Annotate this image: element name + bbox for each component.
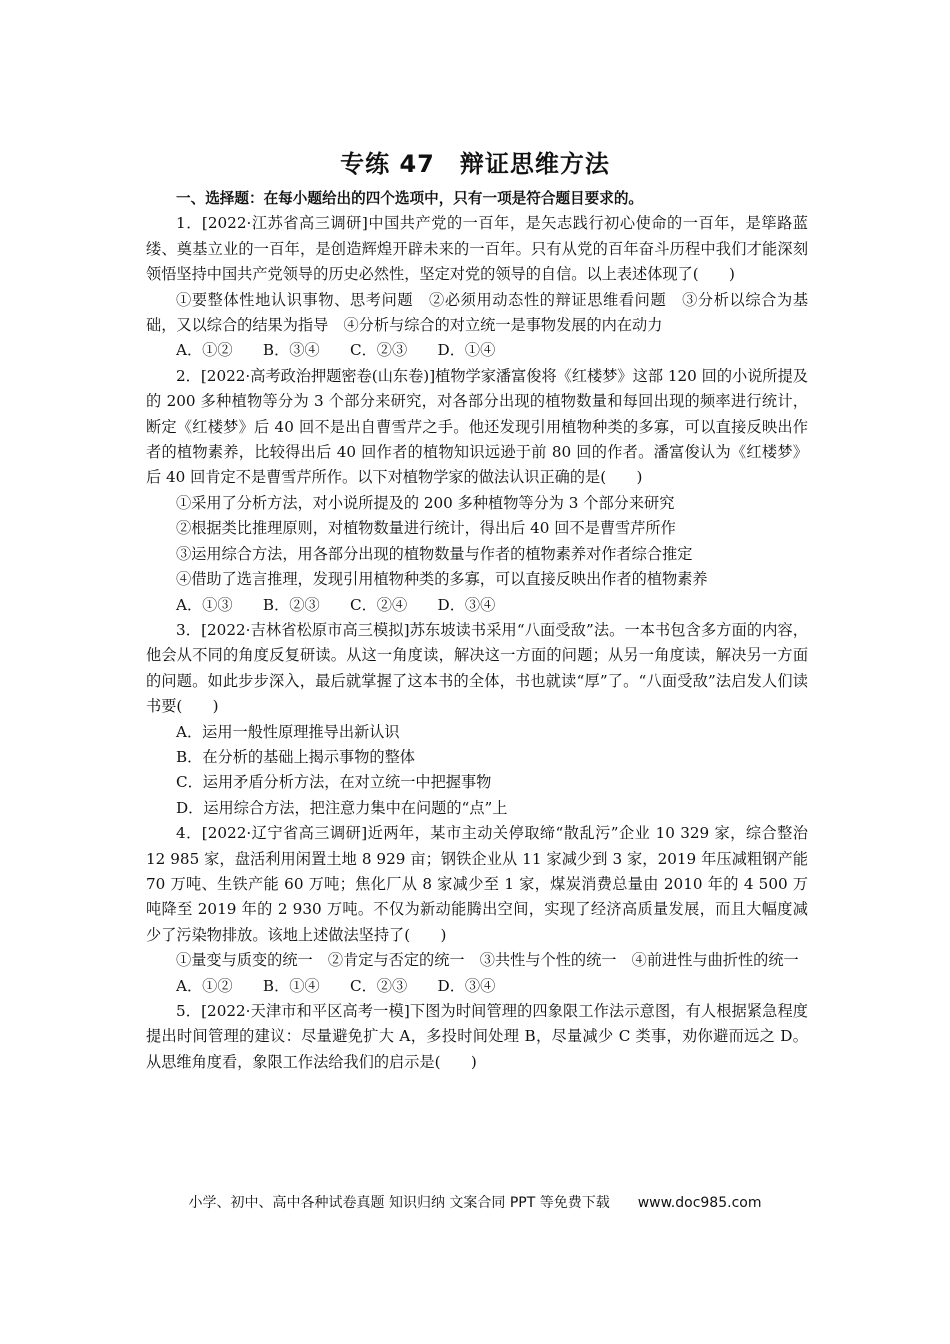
question-3-option-c: C．运用矛盾分析方法，在对立统一中把握事物 <box>176 773 492 792</box>
question-3-option-a: A．运用一般性原理推导出新认识 <box>176 722 400 741</box>
question-1-options: A．①② B．③④ C．②③ D．①④ <box>176 341 496 360</box>
exercise-content <box>146 186 808 1075</box>
page-footer: 小学、初中、高中各种试卷真题 知识归纳 文案合同 PPT 等免费下载 www.doc985.com <box>188 1195 762 1211</box>
question-1-stem: 1．[2022·江苏省高三调研]中国共产党的一百年，是矢志践行初心使命的一百年，是筚路蓝缕、奠基立业的一百年，是创造辉煌开辟未来的一百年。只有从党的百年奋斗历程中我们才能深刻领悟坚持中国共产党领导的历史必然性，坚定对党的领导的自信。以上表述体现了( ) <box>146 214 808 284</box>
question-2-statement-3: ③运用综合方法，用各部分出现的植物数量与作者的植物素养对作者综合推定 <box>176 544 693 563</box>
question-4-options: A．①② B．①④ C．②③ D．③④ <box>176 976 496 995</box>
question-1-statements: ①要整体性地认识事物、思考问题 ②必须用动态性的辩证思维看问题 ③分析以综合为基础，又以综合的结果为指导 ④分析与综合的对立统一是事物发展的内在动力 <box>146 290 808 335</box>
question-2-options: A．①③ B．②③ C．②④ D．③④ <box>176 595 496 614</box>
question-5-stem: 5．[2022·天津市和平区高考一模]下图为时间管理的四象限工作法示意图，有人根据紧急程度提出时间管理的建议：尽量避免扩大 A，多投时间处理 B，尽量减少 C 类事，劝你避而远之 D。从思维角度看，象限工作法给我们的启示是( ) <box>146 1002 808 1071</box>
section-heading: 一、选择题：在每小题给出的四个选项中，只有一项是符合题目要求的。 <box>176 190 644 207</box>
question-2-statement-4: ④借助了选言推理，发现引用植物种类的多寡，可以直接反映出作者的植物素养 <box>176 570 708 589</box>
question-2-statement-1: ①采用了分析方法，对小说所提及的 200 多种植物等分为 3 个部分来研究 <box>176 493 675 512</box>
question-3-option-b: B．在分析的基础上揭示事物的整体 <box>176 747 415 766</box>
question-3-stem: 3．[2022·吉林省松原市高三模拟]苏东坡读书采用“八面受敌”法。一本书包含多方面的内容，他会从不同的角度反复研读。从这一角度读，解决这一方面的问题；从另一角度读，解决另一方面的问题。如此步步深入，最后就掌握了这本书的全体，书也就读“厚”了。“八面受敌”法启发人们读书要( ) <box>146 620 808 716</box>
question-2-stem: 2．[2022·高考政治押题密卷(山东卷)]植物学家潘富俊将《红楼梦》这部 120 回的小说所提及的 200 多种植物等分为 3 个部分来研究，对各部分出现的植物数量和每回出现的频率进行统计，断定《红楼梦》后 40 回不是出自曹雪芹之手。他还发现引用植物种类的多寡，可以直接反映出作者的植物素养，比较得出后 40 回作者的植物知识远逊于前 80 回的作者。潘富俊认为《红楼梦》后 40 回肯定不是曹雪芹所作。以下对植物学家的做法认识正确的是( ) <box>146 366 808 487</box>
question-3-option-d: D．运用综合方法，把注意力集中在问题的“点”上 <box>176 798 508 817</box>
question-4-stem: 4．[2022·辽宁省高三调研]近两年，某市主动关停取缔“散乱污”企业 10 329 家，综合整治 12 985 家，盘活利用闲置土地 8 929 亩；钢铁企业从 11 家减少到 3 家，2019 年压减粗钢产能 70 万吨、生铁产能 60 万吨；焦化厂从 8 家减少至 1 家，煤炭消费总量由 2010 年的 4 500 万吨降至 2019 年的 2 930 万吨。不仅为新动能腾出空间，实现了经济高质量发展，而且大幅度减少了污染物排放。该地上述做法坚持了( ) <box>146 824 808 944</box>
question-2-statement-2: ②根据类比推理原则，对植物数量进行统计，得出后 40 回不是曹雪芹所作 <box>176 519 676 538</box>
question-4-statements: ①量变与质变的统一 ②肯定与否定的统一 ③共性与个性的统一 ④前进性与曲折性的统一 <box>176 951 799 970</box>
page-title: 专练 47 辩证思维方法 <box>340 150 610 178</box>
